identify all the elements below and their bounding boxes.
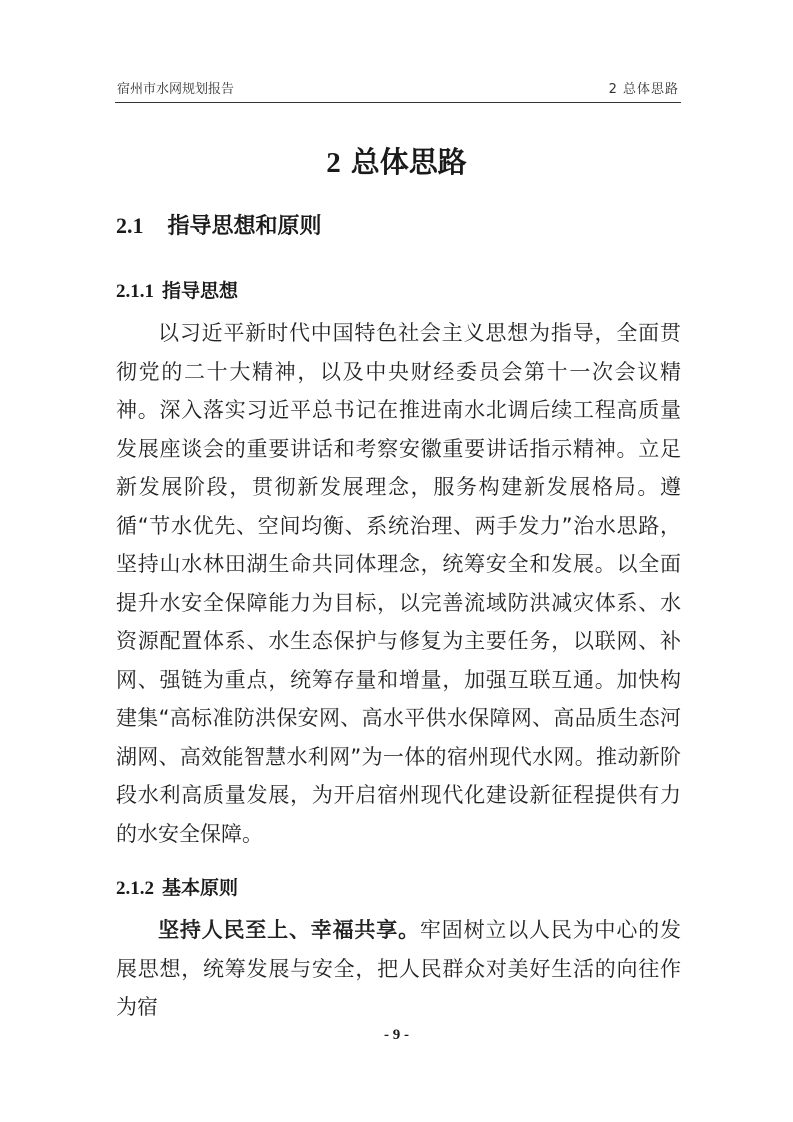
subsection-number: 2.1.1: [116, 281, 154, 302]
header-document-title: 宿州市水网规划报告: [117, 82, 235, 97]
principle-lead: 坚持人民至上、幸福共享。: [158, 918, 420, 942]
guiding-ideology-paragraph: 以习近平新时代中国特色社会主义思想为指导，全面贯彻党的二十大精神，以及中央财经委员会第十一次会议精神。深入落实习近平总书记在推进南水北调后续工程高质量发展座谈会的重要讲话和考察安徽重要讲话指示精神。立足新发展阶段，贯彻新发展理念，服务构建新发展格局。遵循“节水优先、空间均衡、系统治理、两手发力”治水思路，坚持山水林田湖生命共同体理念，统筹安全和发展。以全面提升水安全保障能力为目标，以完善流域防洪减灾体系、水资源配置体系、水生态保护与修复为主要任务，以联网、补网、强链为重点，统筹存量和增量，加强互联互通。加快构建集“高标准防洪保安网、高水平供水保障网、高品质生态河湖网、高效能智慧水利网”为一体的宿州现代水网。推动新阶段水利高质量发展，为开启宿州现代化建设新征程提供有力的水安全保障。: [116, 321, 681, 846]
subsection-number: 2.1.2: [116, 878, 154, 899]
section-title: 指导思想和原则: [167, 214, 322, 239]
section-heading: [116, 209, 322, 240]
chapter-heading: [0, 140, 793, 181]
principle-paragraph: [116, 911, 681, 1027]
chapter-number: 2: [326, 147, 341, 179]
section-number: 2.1: [116, 213, 144, 238]
page-number: - 9 -: [384, 1027, 409, 1043]
subsection-heading-principles: [116, 873, 238, 900]
chapter-title: 总体思路: [350, 145, 467, 179]
subsection-title: 基本原则: [162, 877, 239, 899]
header-chapter-title: 2 总体思路: [608, 82, 679, 97]
subsection-heading-guiding: [116, 276, 238, 303]
subsection-title: 指导思想: [162, 280, 239, 302]
running-header: [115, 78, 681, 103]
principle-body: 牢固树立以人民为中心的发展思想，统筹发展与安全，把人民群众对美好生活的向往作为宿: [116, 918, 682, 1019]
